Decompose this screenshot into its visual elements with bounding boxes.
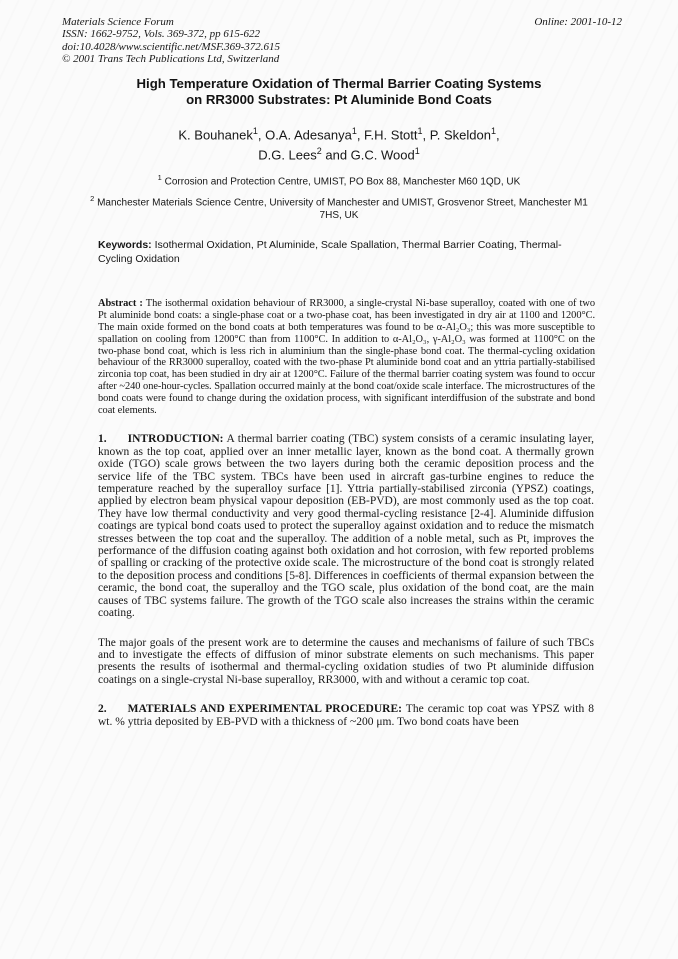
author-name: K. Bouhanek xyxy=(178,126,253,142)
affiliation-marker: 1 xyxy=(157,173,162,183)
author-affil-ref: 1 xyxy=(417,125,423,136)
author-name: , F.H. Stott xyxy=(356,126,418,142)
author-affil-ref: 1 xyxy=(252,125,258,136)
author-list xyxy=(0,123,678,164)
section-text: The ceramic top coat was YPSZ with 8 wt. % yttria deposited by EB-PVD with a thickness of ~200 μm. Two bond coats have been xyxy=(98,703,594,728)
author-line-2 xyxy=(0,143,678,163)
section-number: 2. xyxy=(98,703,107,716)
journal-name: Materials Science Forum xyxy=(62,16,174,28)
author-name: , O.A. Adesanya xyxy=(257,126,352,142)
section-heading: MATERIALS AND EXPERIMENTAL PROCEDURE: xyxy=(127,703,402,716)
author-affil-ref: 1 xyxy=(490,125,496,136)
keywords-text: Isothermal Oxidation, Pt Aluminide, Scale Spallation, Thermal Barrier Coating, Thermal-Cycling Oxidation xyxy=(98,239,562,265)
journal-info xyxy=(62,16,280,66)
journal-copyright-line: © 2001 Trans Tech Publications Ltd, Switzerland xyxy=(62,53,280,66)
abstract-label: Abstract : xyxy=(98,298,143,310)
journal-doi-line: doi:10.4028/www.scientific.net/MSF.369-372.615 xyxy=(62,40,281,53)
author-affil-ref: 2 xyxy=(316,145,322,156)
affiliation-text: Corrosion and Protection Centre, UMIST, PO Box 88, Manchester M60 1QD, UK xyxy=(161,176,521,188)
author-affil-ref: 1 xyxy=(414,145,420,156)
abstract-block xyxy=(98,298,595,416)
affiliation-marker: 2 xyxy=(90,194,95,204)
author-line-separator: , xyxy=(495,126,500,142)
paper-title-line-1: High Temperature Oxidation of Thermal Barrier Coating Systems xyxy=(136,75,542,91)
affiliation-text: Manchester Materials Science Centre, University of Manchester and UMIST, Grosvenor Street, Manchester M1 7HS, UK xyxy=(94,197,588,221)
section-experimental xyxy=(98,703,594,728)
section-number: 1. xyxy=(98,433,107,446)
affiliation-list xyxy=(0,172,678,222)
author-affil-ref: 1 xyxy=(351,125,357,136)
affiliation-2 xyxy=(79,193,599,222)
online-date: Online: 2001-10-12 xyxy=(534,16,622,28)
author-name: and G.C. Wood xyxy=(321,147,415,163)
abstract-text: The isothermal oxidation behaviour of RR3000, a single-crystal Ni-base superalloy, coated with one of two Pt aluminide bond coats: a single-phase coat or a two-phase coat, has been investigated in dry air at 1100 and 1200°C. The main oxide formed on the bond coats at both temperatures was found to be α-Al₂O₃; this was more susceptible to spallation on cooling from 1200°C than from 1100°C. In addition to α-Al₂O₃, γ-Al₂O₃ was formed at 1100°C on the two-phase bond coat, which is less rich in aluminium than the single-phase bond coat. The thermal-cycling oxidation behaviour of the RR3000 superalloy, coated with the two-phase Pt aluminide bond coat and an yttria partially-stabilised zirconia top coat, has been studied in dry air at 1200°C. Failure of the thermal barrier coating system was found to occur after ~240 one-hour-cycles. Spallation occurred mainly at the bond coat/oxide scale interface. The microstructures of the bond coats were found to change during the oxidation process, with significant interdiffusion of the substrate and bond coat elements. xyxy=(98,298,595,416)
affiliation-1 xyxy=(0,172,678,189)
journal-issn-line: ISSN: 1662-9752, Vols. 369-372, pp 615-622 xyxy=(62,28,260,41)
paper-title-line-2: on RR3000 Substrates: Pt Aluminide Bond Coats xyxy=(186,92,492,108)
keywords-block xyxy=(98,239,568,266)
author-name: D.G. Lees xyxy=(258,147,317,163)
paper-title xyxy=(40,76,638,109)
paragraph-goals: The major goals of the present work are to determine the causes and mechanisms of failure of such TBCs and to investigate the effects of diffusion of minor substrate elements on such mechanisms. This paper presents the results of isothermal and thermal-cycling oxidation studies of two Pt aluminide diffusion coatings on a single-crystal Ni-base superalloy, RR3000, with and without a ceramic top coat. xyxy=(98,636,594,686)
section-heading: INTRODUCTION: xyxy=(127,433,224,446)
keywords-label: Keywords: xyxy=(98,239,152,252)
author-name: , P. Skeldon xyxy=(422,126,491,142)
section-introduction xyxy=(98,433,594,619)
journal-header xyxy=(0,0,678,66)
author-line-1 xyxy=(0,123,678,143)
section-text: A thermal barrier coating (TBC) system consists of a ceramic insulating layer, known as the top coat, applied over an inner metallic layer, known as the bond coat. A thermally grown oxide (TGO) scale grows between the two layers during both the ceramic deposition process and the service life of the TBC system. TBCs have been used in aircraft gas-turbine engines to reduce the temperature reached by the superalloy surface [1]. Yttria partially-stabilised zirconia (YPSZ) coatings, applied by electron beam physical vapour deposition (EB-PVD), are most commonly used as the top coat. They have low thermal conductivity and very good thermal-cycling resistance [2-4]. Aluminide diffusion coatings are typical bond coats used to protect the superalloy against oxidation and to reduce the mismatch stresses between the top coat and the superalloy. The addition of a noble metal, such as Pt, improves the performance of the diffusion coating against both oxidation and hot corrosion, with few reported problems of spalling or cracking of the protective oxide scale. The microstructure of the bond coat is strongly related to the deposition process and conditions [5-8]. Differences in coefficients of thermal expansion between the ceramic, the bond coat, the superalloy and the TGO scale, plus oxidation of the bond coat, are the main causes of TBC systems failure. The growth of the TGO scale also increases the strains within the ceramic coating. xyxy=(98,433,594,620)
